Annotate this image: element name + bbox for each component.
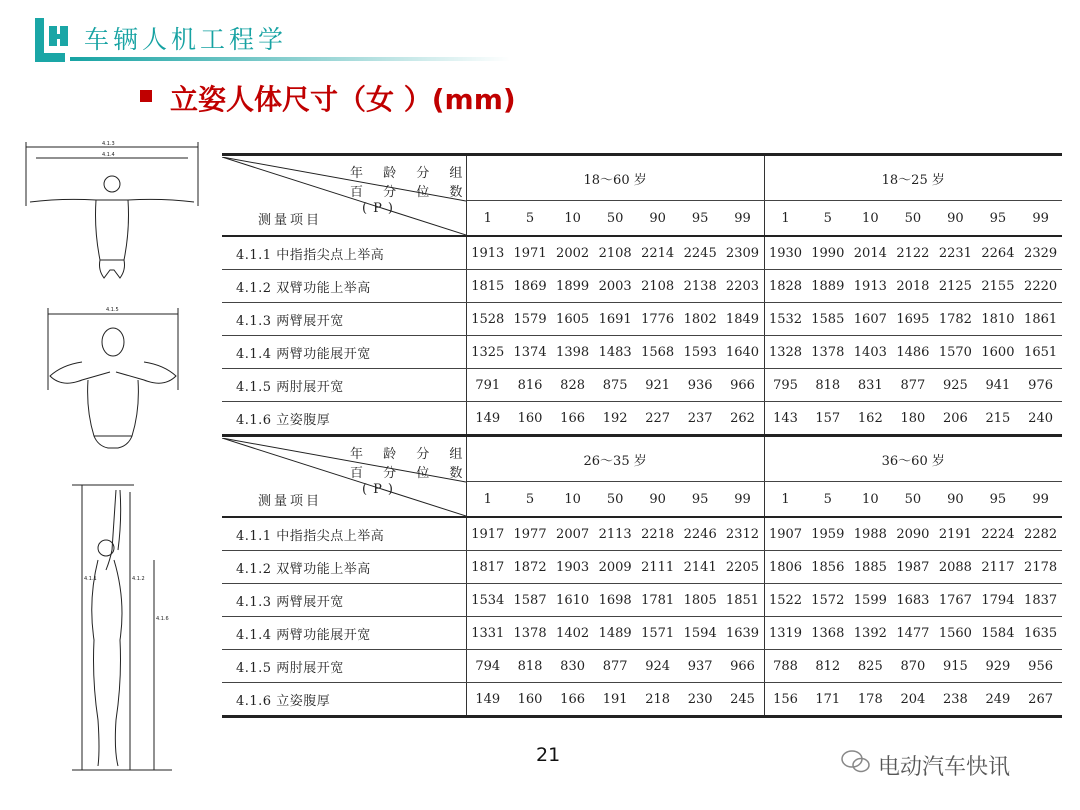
value-cell: 2155 — [977, 270, 1020, 303]
wechat-icon — [840, 748, 872, 776]
value-cell: 2088 — [934, 551, 977, 584]
value-cell: 262 — [721, 402, 764, 436]
measurement-label: 4.1.3 两臂展开宽 — [222, 584, 466, 617]
watermark: 电动汽车快讯 — [878, 755, 1011, 780]
table-row — [222, 617, 1062, 650]
table-row — [222, 303, 1062, 336]
age-group-cell: 18～60 岁 — [466, 155, 764, 201]
percentile-cell: 1 — [764, 482, 807, 518]
value-cell: 1806 — [764, 551, 807, 584]
value-cell: 966 — [721, 650, 764, 683]
value-cell: 2002 — [551, 236, 594, 270]
measurement-label: 4.1.1 中指指尖点上举高 — [222, 517, 466, 551]
value-cell: 1560 — [934, 617, 977, 650]
value-cell: 191 — [594, 683, 637, 717]
value-cell: 1810 — [977, 303, 1020, 336]
value-cell: 238 — [934, 683, 977, 717]
value-cell: 812 — [807, 650, 850, 683]
percentile-cell: 99 — [721, 482, 764, 518]
value-cell: 1328 — [764, 336, 807, 369]
value-cell: 1532 — [764, 303, 807, 336]
age-group-cell: 26～35 岁 — [466, 436, 764, 482]
value-cell: 2264 — [977, 236, 1020, 270]
value-cell: 1872 — [509, 551, 552, 584]
value-cell: 828 — [551, 369, 594, 402]
percentile-cell: 10 — [849, 482, 892, 518]
measurement-label: 4.1.1 中指指尖点上举高 — [222, 236, 466, 270]
value-cell: 2117 — [977, 551, 1020, 584]
percentile-cell: 5 — [807, 482, 850, 518]
measurement-label: 4.1.4 两臂功能展开宽 — [222, 336, 466, 369]
value-cell: 2218 — [636, 517, 679, 551]
value-cell: 1528 — [466, 303, 509, 336]
value-cell: 1977 — [509, 517, 552, 551]
measurement-label: 4.1.2 双臂功能上举高 — [222, 551, 466, 584]
value-cell: 924 — [636, 650, 679, 683]
value-cell: 2018 — [892, 270, 935, 303]
value-cell: 2309 — [721, 236, 764, 270]
group-header-row — [222, 436, 1062, 482]
value-cell: 1828 — [764, 270, 807, 303]
value-cell: 2282 — [1019, 517, 1062, 551]
value-cell: 2312 — [721, 517, 764, 551]
value-cell: 2113 — [594, 517, 637, 551]
value-cell: 1885 — [849, 551, 892, 584]
value-cell: 1691 — [594, 303, 637, 336]
value-cell: 1593 — [679, 336, 722, 369]
value-cell: 791 — [466, 369, 509, 402]
value-cell: 941 — [977, 369, 1020, 402]
figure-label-functional-height: 4.1.2 — [132, 576, 145, 582]
value-cell: 966 — [721, 369, 764, 402]
value-cell: 2220 — [1019, 270, 1062, 303]
value-cell: 1402 — [551, 617, 594, 650]
percentile-cell: 50 — [892, 201, 935, 237]
value-cell: 166 — [551, 683, 594, 717]
table-row — [222, 517, 1062, 551]
header-divider — [70, 57, 510, 61]
value-cell: 149 — [466, 402, 509, 436]
percentile-cell: 5 — [509, 201, 552, 237]
value-cell: 249 — [977, 683, 1020, 717]
value-cell: 204 — [892, 683, 935, 717]
value-cell: 2178 — [1019, 551, 1062, 584]
measurement-label: 4.1.6 立姿腹厚 — [222, 402, 466, 436]
age-group-label: 年 龄 分 组 — [350, 165, 471, 181]
percentile-cell: 95 — [679, 201, 722, 237]
value-cell: 1782 — [934, 303, 977, 336]
value-cell: 1635 — [1019, 617, 1062, 650]
value-cell: 156 — [764, 683, 807, 717]
table-row — [222, 336, 1062, 369]
value-cell: 1971 — [509, 236, 552, 270]
value-cell: 1987 — [892, 551, 935, 584]
value-cell: 1599 — [849, 584, 892, 617]
value-cell: 1817 — [466, 551, 509, 584]
value-cell: 818 — [509, 650, 552, 683]
value-cell: 1907 — [764, 517, 807, 551]
course-title: 车辆人机工程学 — [84, 25, 288, 54]
value-cell: 1607 — [849, 303, 892, 336]
value-cell: 2108 — [636, 270, 679, 303]
value-cell: 1959 — [807, 517, 850, 551]
percentile-cell: 1 — [466, 482, 509, 518]
value-cell: 2007 — [551, 517, 594, 551]
value-cell: 877 — [594, 650, 637, 683]
value-cell: 2108 — [594, 236, 637, 270]
value-cell: 1917 — [466, 517, 509, 551]
value-cell: 218 — [636, 683, 679, 717]
value-cell: 1781 — [636, 584, 679, 617]
percentile-cell: 99 — [721, 201, 764, 237]
value-cell: 1398 — [551, 336, 594, 369]
value-cell: 956 — [1019, 650, 1062, 683]
value-cell: 1587 — [509, 584, 552, 617]
item-label: 测量项目 — [258, 212, 323, 228]
percentile-cell: 95 — [679, 482, 722, 518]
value-cell: 2122 — [892, 236, 935, 270]
value-cell: 1903 — [551, 551, 594, 584]
value-cell: 240 — [1019, 402, 1062, 436]
value-cell: 143 — [764, 402, 807, 436]
table-row — [222, 584, 1062, 617]
value-cell: 936 — [679, 369, 722, 402]
value-cell: 237 — [679, 402, 722, 436]
figure-label-arm-functional: 4.1.4 — [102, 152, 115, 158]
percentile-label: 百 分 位 数 — [350, 465, 471, 481]
value-cell: 2246 — [679, 517, 722, 551]
percentile-cell: 90 — [934, 201, 977, 237]
anthropometric-figures — [22, 140, 212, 780]
value-cell: 1331 — [466, 617, 509, 650]
percentile-cell: 95 — [977, 482, 1020, 518]
table-row — [222, 650, 1062, 683]
percentile-cell: 50 — [594, 482, 637, 518]
value-cell: 1534 — [466, 584, 509, 617]
percentile-cell: 90 — [636, 482, 679, 518]
value-cell: 2214 — [636, 236, 679, 270]
value-cell: 2090 — [892, 517, 935, 551]
value-cell: 1403 — [849, 336, 892, 369]
value-cell: 1325 — [466, 336, 509, 369]
value-cell: 2014 — [849, 236, 892, 270]
value-cell: 192 — [594, 402, 637, 436]
value-cell: 227 — [636, 402, 679, 436]
percentile-cell: 50 — [594, 201, 637, 237]
page-number: 21 — [536, 744, 561, 766]
value-cell: 2191 — [934, 517, 977, 551]
value-cell: 1990 — [807, 236, 850, 270]
value-cell: 180 — [892, 402, 935, 436]
value-cell: 2003 — [594, 270, 637, 303]
measurement-label: 4.1.3 两臂展开宽 — [222, 303, 466, 336]
percentile-cell: 1 — [764, 201, 807, 237]
value-cell: 206 — [934, 402, 977, 436]
value-cell: 1837 — [1019, 584, 1062, 617]
value-cell: 160 — [509, 683, 552, 717]
value-cell: 178 — [849, 683, 892, 717]
anthropometry-table — [222, 153, 1062, 718]
value-cell: 1584 — [977, 617, 1020, 650]
value-cell: 1802 — [679, 303, 722, 336]
figure-elbow-span — [48, 308, 178, 448]
value-cell: 915 — [934, 650, 977, 683]
figure-label-arm-span: 4.1.3 — [102, 141, 115, 147]
value-cell: 1368 — [807, 617, 850, 650]
value-cell: 1610 — [551, 584, 594, 617]
value-cell: 1805 — [679, 584, 722, 617]
logo — [35, 18, 71, 62]
value-cell: 1889 — [807, 270, 850, 303]
percentile-cell: 10 — [551, 201, 594, 237]
value-cell: 1856 — [807, 551, 850, 584]
value-cell: 830 — [551, 650, 594, 683]
value-cell: 1930 — [764, 236, 807, 270]
value-cell: 1815 — [466, 270, 509, 303]
table-row — [222, 402, 1062, 436]
figure-reach-height — [72, 485, 172, 770]
value-cell: 1639 — [721, 617, 764, 650]
value-cell: 1568 — [636, 336, 679, 369]
value-cell: 1869 — [509, 270, 552, 303]
value-cell: 1651 — [1019, 336, 1062, 369]
value-cell: 215 — [977, 402, 1020, 436]
table-row — [222, 236, 1062, 270]
percentile-cell: 99 — [1019, 482, 1062, 518]
value-cell: 1483 — [594, 336, 637, 369]
percentile-label: 百 分 位 数 — [350, 184, 471, 200]
table-row — [222, 270, 1062, 303]
value-cell: 870 — [892, 650, 935, 683]
age-group-cell: 18～25 岁 — [764, 155, 1062, 201]
percentile-cell: 5 — [807, 201, 850, 237]
value-cell: 1522 — [764, 584, 807, 617]
value-cell: 2138 — [679, 270, 722, 303]
value-cell: 1695 — [892, 303, 935, 336]
value-cell: 937 — [679, 650, 722, 683]
value-cell: 2009 — [594, 551, 637, 584]
value-cell: 166 — [551, 402, 594, 436]
value-cell: 921 — [636, 369, 679, 402]
percentile-cell: 1 — [466, 201, 509, 237]
percentile-cell: 50 — [892, 482, 935, 518]
age-group-label: 年 龄 分 组 — [350, 446, 471, 462]
value-cell: 1374 — [509, 336, 552, 369]
percentile-symbol: (P) — [362, 481, 399, 497]
value-cell: 795 — [764, 369, 807, 402]
value-cell: 267 — [1019, 683, 1062, 717]
value-cell: 1851 — [721, 584, 764, 617]
value-cell: 976 — [1019, 369, 1062, 402]
measurement-label: 4.1.4 两臂功能展开宽 — [222, 617, 466, 650]
percentile-cell: 10 — [551, 482, 594, 518]
table-row — [222, 551, 1062, 584]
value-cell: 1489 — [594, 617, 637, 650]
figure-label-elbow-span: 4.1.5 — [106, 307, 119, 313]
value-cell: 1477 — [892, 617, 935, 650]
measurement-label: 4.1.5 两肘展开宽 — [222, 369, 466, 402]
bullet-icon — [140, 90, 152, 102]
value-cell: 245 — [721, 683, 764, 717]
value-cell: 816 — [509, 369, 552, 402]
percentile-symbol: (P) — [362, 200, 399, 216]
measurement-label: 4.1.6 立姿腹厚 — [222, 683, 466, 717]
value-cell: 1378 — [807, 336, 850, 369]
value-cell: 171 — [807, 683, 850, 717]
value-cell: 788 — [764, 650, 807, 683]
value-cell: 149 — [466, 683, 509, 717]
item-label: 测量项目 — [258, 493, 323, 509]
value-cell: 1776 — [636, 303, 679, 336]
percentile-cell: 10 — [849, 201, 892, 237]
value-cell: 1698 — [594, 584, 637, 617]
value-cell: 1594 — [679, 617, 722, 650]
value-cell: 2141 — [679, 551, 722, 584]
value-cell: 2224 — [977, 517, 1020, 551]
value-cell: 2111 — [636, 551, 679, 584]
value-cell: 818 — [807, 369, 850, 402]
value-cell: 1571 — [636, 617, 679, 650]
value-cell: 1899 — [551, 270, 594, 303]
table-row — [222, 369, 1062, 402]
value-cell: 1640 — [721, 336, 764, 369]
value-cell: 1570 — [934, 336, 977, 369]
value-cell: 2329 — [1019, 236, 1062, 270]
value-cell: 925 — [934, 369, 977, 402]
measurement-label: 4.1.2 双臂功能上举高 — [222, 270, 466, 303]
age-group-cell: 36～60 岁 — [764, 436, 1062, 482]
value-cell: 875 — [594, 369, 637, 402]
value-cell: 2231 — [934, 236, 977, 270]
slide-title: 立姿人体尺寸（女 ）(mm) — [170, 83, 516, 116]
value-cell: 1913 — [466, 236, 509, 270]
value-cell: 929 — [977, 650, 1020, 683]
figure-label-reach-height: 4.1.1 — [84, 576, 97, 582]
percentile-cell: 90 — [934, 482, 977, 518]
percentile-cell: 99 — [1019, 201, 1062, 237]
value-cell: 1585 — [807, 303, 850, 336]
figure-arm-span — [26, 142, 198, 278]
diagonal-header-cell — [222, 436, 471, 518]
value-cell: 1849 — [721, 303, 764, 336]
value-cell: 825 — [849, 650, 892, 683]
value-cell: 1579 — [509, 303, 552, 336]
value-cell: 794 — [466, 650, 509, 683]
value-cell: 162 — [849, 402, 892, 436]
value-cell: 1767 — [934, 584, 977, 617]
value-cell: 1988 — [849, 517, 892, 551]
figure-label-abdomen: 4.1.6 — [156, 616, 169, 622]
value-cell: 1683 — [892, 584, 935, 617]
value-cell: 877 — [892, 369, 935, 402]
measurement-label: 4.1.5 两肘展开宽 — [222, 650, 466, 683]
value-cell: 1486 — [892, 336, 935, 369]
value-cell: 1319 — [764, 617, 807, 650]
value-cell: 1572 — [807, 584, 850, 617]
value-cell: 157 — [807, 402, 850, 436]
value-cell: 1378 — [509, 617, 552, 650]
value-cell: 2203 — [721, 270, 764, 303]
value-cell: 1861 — [1019, 303, 1062, 336]
value-cell: 1600 — [977, 336, 1020, 369]
value-cell: 160 — [509, 402, 552, 436]
value-cell: 1794 — [977, 584, 1020, 617]
percentile-cell: 5 — [509, 482, 552, 518]
value-cell: 2245 — [679, 236, 722, 270]
group-header-row — [222, 155, 1062, 201]
value-cell: 1913 — [849, 270, 892, 303]
value-cell: 1392 — [849, 617, 892, 650]
value-cell: 230 — [679, 683, 722, 717]
value-cell: 1605 — [551, 303, 594, 336]
table-row — [222, 683, 1062, 717]
value-cell: 2205 — [721, 551, 764, 584]
percentile-cell: 95 — [977, 201, 1020, 237]
percentile-cell: 90 — [636, 201, 679, 237]
diagonal-header-cell — [222, 155, 471, 237]
value-cell: 831 — [849, 369, 892, 402]
value-cell: 2125 — [934, 270, 977, 303]
